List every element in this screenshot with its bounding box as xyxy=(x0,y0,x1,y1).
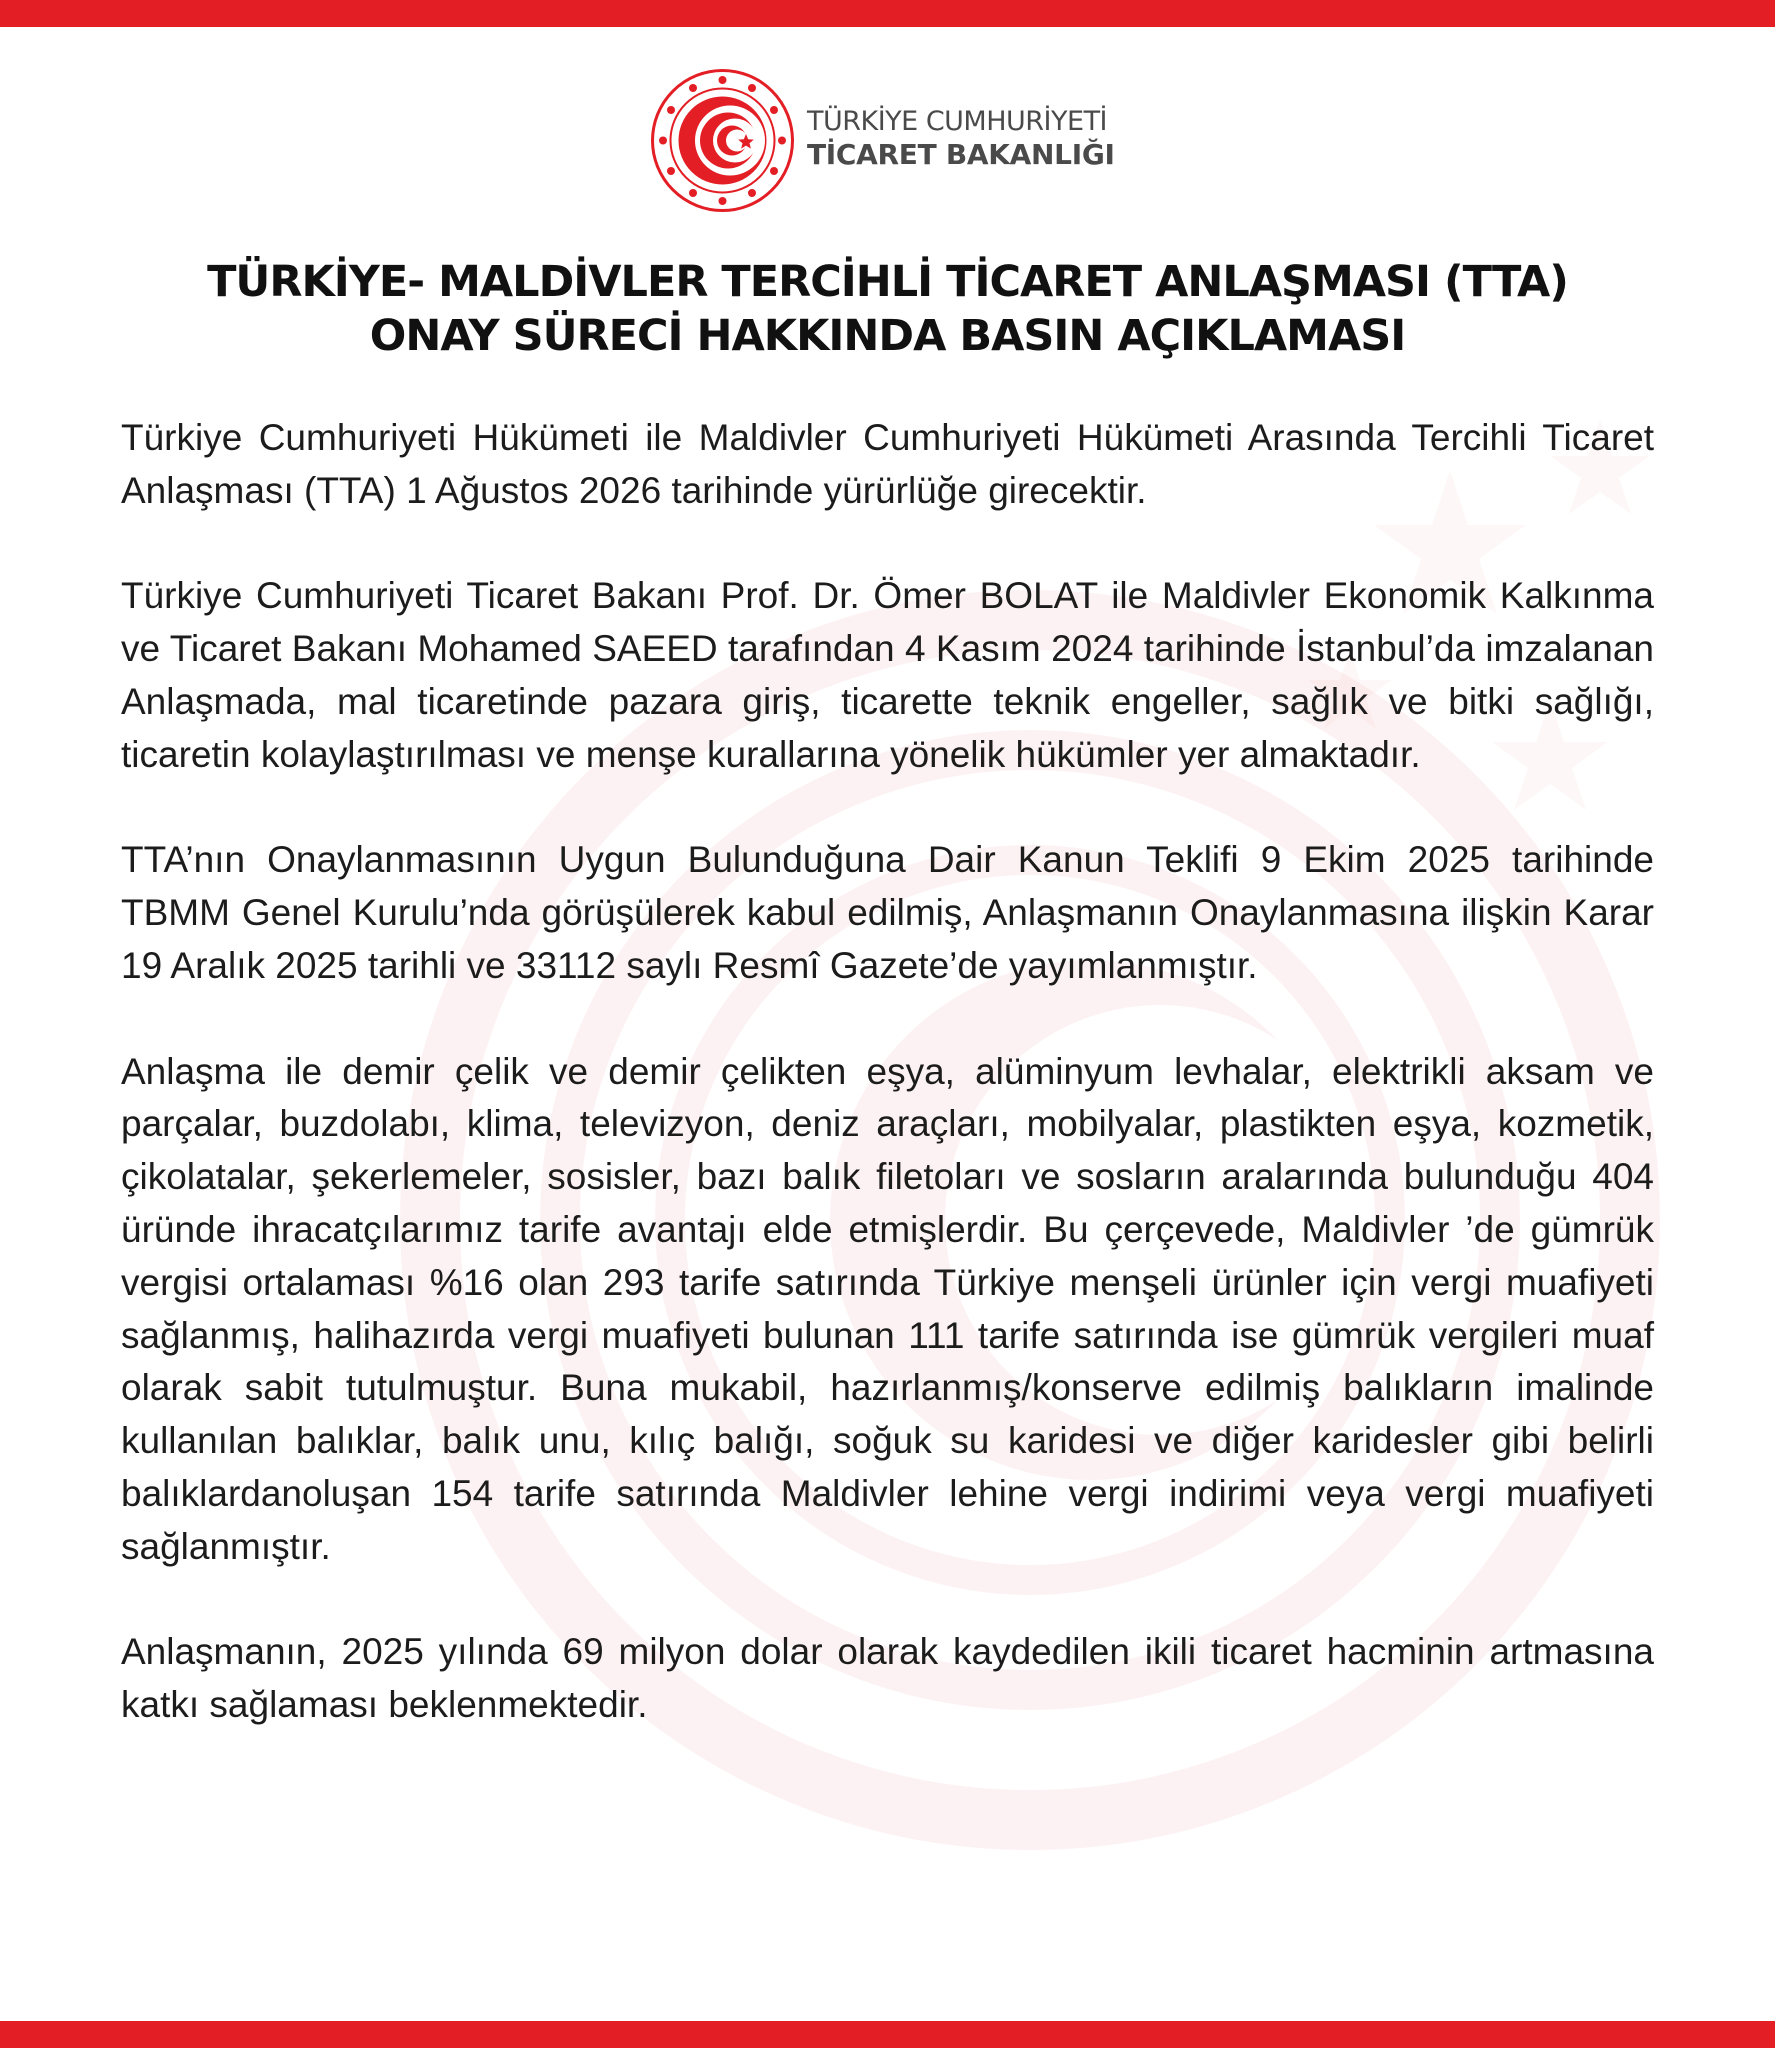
title-line-2: ONAY SÜRECİ HAKKINDA BASIN AÇIKLAMASI xyxy=(369,311,1406,361)
title-line-1: TÜRKİYE- MALDİVLER TERCİHLİ TİCARET ANLAŞMASI (TTA) xyxy=(207,257,1568,307)
bottom-accent-bar xyxy=(0,2021,1775,2048)
paragraph-signing: Türkiye Cumhuriyeti Ticaret Bakanı Prof. Dr. Ömer BOLAT ile Maldivler Ekonomik Kalkınma ve Ticaret Bakanı Mohamed SAEED tarafından 4 Kasım 2024 tarihinde İstanbul’da imzalanan Anlaşmada, mal ticaretinde pazara giriş, ticarette teknik engeller, sağlık ve bitki sağlığı, ticaretin kolaylaştırılması ve menşe kurallarına yönelik hükümler yer almaktadır. xyxy=(121,575,1654,775)
paragraph-tariff-concessions: Anlaşma ile demir çelik ve demir çelikten eşya, alüminyum levhalar, elektrikli aksam ve parçalar, buzdolabı, klima, televizyon, deniz araçları, mobilyalar, plastikten eşya, kozmetik, çikolatalar, şekerlemeler, sosisler, bazı balık filetoları ve sosların aralarında bulunduğu 404 üründe ihracatçılarımız tarife avantajı elde etmişlerdir. Bu çerçevede, Maldivler ’de gümrük vergisi ortalaması %16 olan 293 tarife satırında Türkiye menşeli ürünler için vergi muafiyeti sağlanmış, halihazırda vergi muafiyeti bulunan 111 tarife satırında ise gümrük vergileri muaf olarak sabit tutulmuştur. Buna mukabil, hazırlanmış/konserve edilmiş balıkların imalinde kullanılan balıklar, balık unu, kılıç balığı, soğuk su karidesi ve diğer karidesler gibi belirli balıklardanoluşan 154 tarife satırında Maldivler lehine vergi indirimi veya vergi muafiyeti sağlanmıştır. xyxy=(121,1050,1654,1567)
ministry-name-line1: TÜRKİYE CUMHURİYETİ xyxy=(807,106,1108,137)
ministry-header xyxy=(650,68,1210,213)
press-release-body xyxy=(121,412,1654,1732)
press-release-title xyxy=(100,255,1675,363)
paragraph-entry-into-force: Türkiye Cumhuriyeti Hükümeti ile Maldivler Cumhuriyeti Hükümeti Arasında Tercihli Ticaret Anlaşması (TTA) 1 Ağustos 2026 tarihinde yürürlüğe girecektir. xyxy=(121,417,1654,511)
paragraph-ratification: TTA’nın Onaylanmasının Uygun Bulunduğuna Dair Kanun Teklifi 9 Ekim 2025 tarihinde TBMM Genel Kurulu’nda görüşülerek kabul edilmiş, Anlaşmanın Onaylanmasına ilişkin Karar 19 Aralık 2025 tarihli ve 33112 saylı Resmî Gazete’de yayımlanmıştır. xyxy=(121,839,1654,986)
ministry-crescent-logo xyxy=(650,68,795,213)
paragraph-trade-volume: Anlaşmanın, 2025 yılında 69 milyon dolar olarak kaydedilen ikili ticaret hacminin artmasına katkı sağlaması beklenmektedir. xyxy=(121,1631,1654,1726)
ministry-name-line2: TİCARET BAKANLIĞI xyxy=(807,138,1115,171)
